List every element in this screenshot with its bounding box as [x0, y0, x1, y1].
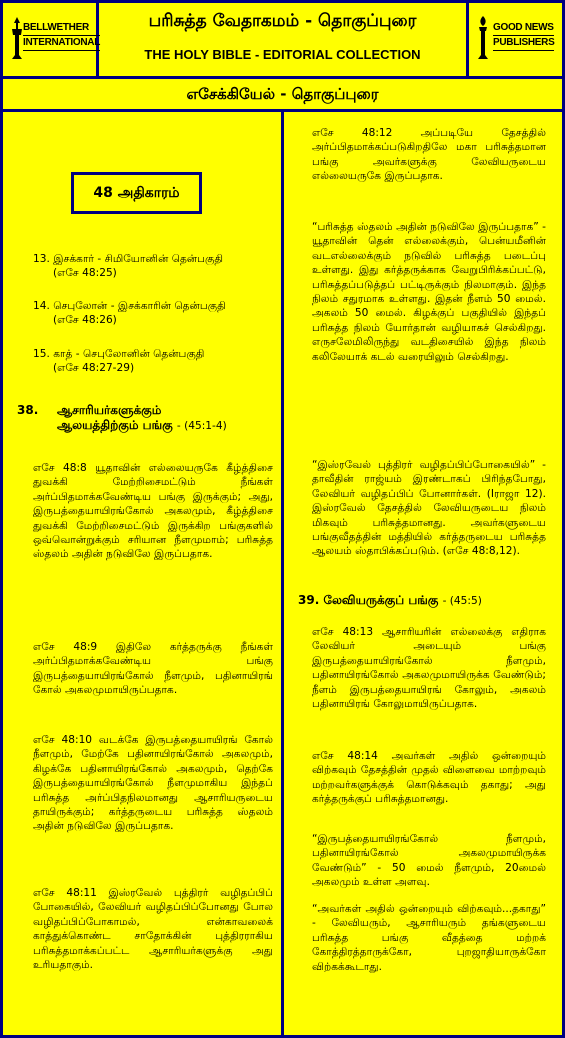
logo-line: PUBLISHERS	[493, 36, 554, 51]
verse-paragraph: எசே 48:13 ஆசாரியரின் எல்லைக்கு எதிராக லேவியர் அடையும் பங்கு இருபத்தையாயிரங்கோல் நீளமும், பதினாயிரங்கோல் அகலமுமாயிருக்க வேண்டும்; நீளம் இருபத்தையாயிரங் கோலும், அகலம் பதினாயிரங் கோலுமாயிருப்பதாக.	[312, 626, 546, 711]
section-ref: - (45:1-4)	[176, 420, 227, 432]
list-item	[33, 299, 273, 328]
section-title-line: ஆலயத்திற்கும் பங்கு	[57, 418, 173, 432]
commentary-paragraph: “பரிசுத்த ஸ்தலம் அதின் நடுவிலே இருப்பதாக” - யூதாவின் தென் எல்லைக்கும், பென்யமீனின் வடஎல்லைக்கும் நடுவில் பரிசுத்த படைப்பு உள்ளது. இது கர்த்தருக்காக வேறுபிரிக்கப்பட்டு, பரிசுத்தப்படுத்தப் பட்டிருக்கும் நிலமாகும். இந்த நிலம் சதுரமாக உள்ளது. இதன் நீளம் 50 மைல். அகலம் 50 மைல். கிழக்குப் பகுதியில் இந்தப் பரிசுத்த நிலம் யோர்தான் வழியாகச் செல்கிறது. எருசலேமிலிருந்து வடதிசையில் இந்த நிலம் கலிலேயாக் கடல் வரையிலும் செல்கிறது.	[312, 221, 546, 363]
section-38-heading	[17, 403, 277, 434]
title-english: THE HOLY BIBLE - EDITORIAL COLLECTION	[144, 47, 421, 62]
right-column	[284, 112, 562, 1035]
list-item	[33, 347, 273, 376]
list-item-ref: (எசே 48:27-29)	[53, 362, 135, 375]
section-title-line: ஆசாரியர்களுக்கும்	[57, 403, 162, 417]
header-title	[99, 3, 466, 76]
section-number: 38.	[17, 403, 39, 417]
commentary-paragraph: “இஸ்ரவேல் புத்திரர் வழிதப்பிப்போகையில்” - தாவீதின் ராஜ்யம் இரண்டாகப் பிரிந்தபோது, லேவியர் வழிதப்பிப் போனார்கள். (Iராஜா 12). இஸ்ரவேல் தேசத்தில் லேவியருடைய நிலம் மிகவும் பரிசுத்தமானது. அவர்களுடைய பங்குவீதத்தின் மத்தியில் கர்த்தருடைய பரிசுத்த ஆலயம் ஸ்தாபிக்கப்படும். (எசே 48:8,12).	[312, 459, 546, 558]
commentary-paragraph: “இருபத்தையாயிரங்கோல் நீளமும், பதினாயிரங்கோல் அகலமுமாயிருக்க வேண்டும்” - 50 மைல் நீளமும், 20மைல் அகலமும் உள்ள அளவு.	[312, 833, 546, 889]
bellwether-logo-text	[23, 21, 100, 51]
title-tamil: பரிசுத்த வேதாகமம் - தொகுப்புரை	[148, 11, 417, 31]
verse-paragraph: எசே 48:12 அப்படியே தேசத்தில் அர்ப்பிதமாக்கப்படுகிறதிலே மகா பரிசுத்தமான பங்கு அவர்களுக்கு லேவியருடைய எல்லையருகே இருப்பதாக.	[312, 127, 546, 183]
verse-paragraph: எசே 48:14 அவர்கள் அதில் ஒன்றையும் விற்கவும் தேசத்தின் முதல் விளைவை மாற்றவும் மற்றவர்களுக்குக் கொடுக்கவும் தகாது; அது கர்த்தருக்குப் பரிசுத்தமானது.	[312, 750, 546, 806]
list-item	[33, 252, 273, 281]
section-title: 39. லேவியருக்குப் பங்கு	[298, 593, 439, 607]
section-39-heading	[298, 593, 548, 609]
verse-paragraph: எசே 48:10 வடக்கே இருபத்தையாயிரங் கோல் நீளமும், மேற்கே பதினாயிரங்கோல் அகலமும், கிழக்கே பதினாயிரங்கோல் அகலமும், தெற்கே இருபத்தையாயிரங்கோல் நீளமுமாகிய இந்தப் பரிசுத்த அர்ப்பிதநிலமானது ஆசாரியருடைய தாயிருக்கும்; கர்த்தருடைய பரிசுத்த ஸ்தலம் அதின் நடுவிலே இருப்பதாக.	[33, 734, 273, 833]
commentary-paragraph: “அவர்கள் அதில் ஒன்றையும் விற்கவும்...தகாது” - லேவியரும், ஆசாரியரும் தங்களுடைய பரிசுத்த பங்கு வீதத்தை மற்றக் கோத்திரத்தாருக்கோ, புறஜாதியாருக்கோ விற்கக்கூடாது.	[312, 903, 546, 973]
good-news-logo-text	[493, 21, 554, 51]
list-item-ref: (எசே 48:25)	[53, 267, 117, 280]
logo-line: BELLWETHER	[23, 21, 100, 36]
list-item-ref: (எசே 48:26)	[53, 314, 117, 327]
chapter-box: 48 அதிகாரம்	[71, 172, 202, 214]
list-item-text: 13. இசக்கார் - சிமியோனின் தென்பகுதி	[33, 253, 224, 265]
book-subheading: எசேக்கியேல் - தொகுப்புரை	[3, 79, 562, 112]
logo-line: GOOD NEWS	[493, 21, 554, 36]
good-news-logo	[466, 3, 562, 76]
logo-line: INTERNATIONAL	[23, 36, 100, 51]
verse-paragraph: எசே 48:9 இதிலே கர்த்தருக்கு நீங்கள் அர்ப்பிதமாக்கவேண்டிய பங்கு இருபத்தையாயிரங்கோல் நீளமும், பதினாயிரங் கோல் அகலமுமாயிருப்பதாக.	[33, 641, 273, 697]
list-item-text: 15. காத் - செபுலோனின் தென்பகுதி	[33, 348, 205, 360]
list-item-text: 14. செபுலோன் - இசக்காரின் தென்பகுதி	[33, 300, 226, 312]
verse-paragraph: எசே 48:8 யூதாவின் எல்லையருகே கீழ்த்திசை துவக்கி மேற்றிசைமட்டும் நீங்கள் அர்ப்பிதமாக்கவேண்டிய பங்கு இருக்கும்; அது, இருபத்தையாயிரங்கோல் அகலமும், கீழ்த்திசை துவக்கி மேற்றிசைமட்டும் இருக்கிற பங்குகளில் ஒவ்வொன்றுக்கும் சரியான நீளமுமாம்; பரிசுத்த ஸ்தலம் அதின் நடுவிலே இருப்பதாக.	[33, 462, 273, 561]
header	[3, 3, 562, 79]
section-ref: - (45:5)	[442, 595, 482, 607]
verse-paragraph: எசே 48:11 இஸ்ரவேல் புத்திரர் வழிதப்பிப் போகையில், லேவியர் வழிதப்பிப்போனது போல வழிதப்பிப்போகாமல், என்காவலைக் காத்துக்கொண்ட சாதோக்கின் புத்திரராகிய பரிசுத்தமாக்கப்பட்ட ஆசாரியர்களுக்கு அது உரியதாகும்.	[33, 887, 273, 972]
left-column	[3, 112, 284, 1035]
torch-icon	[475, 15, 491, 61]
bellwether-logo	[3, 3, 99, 76]
